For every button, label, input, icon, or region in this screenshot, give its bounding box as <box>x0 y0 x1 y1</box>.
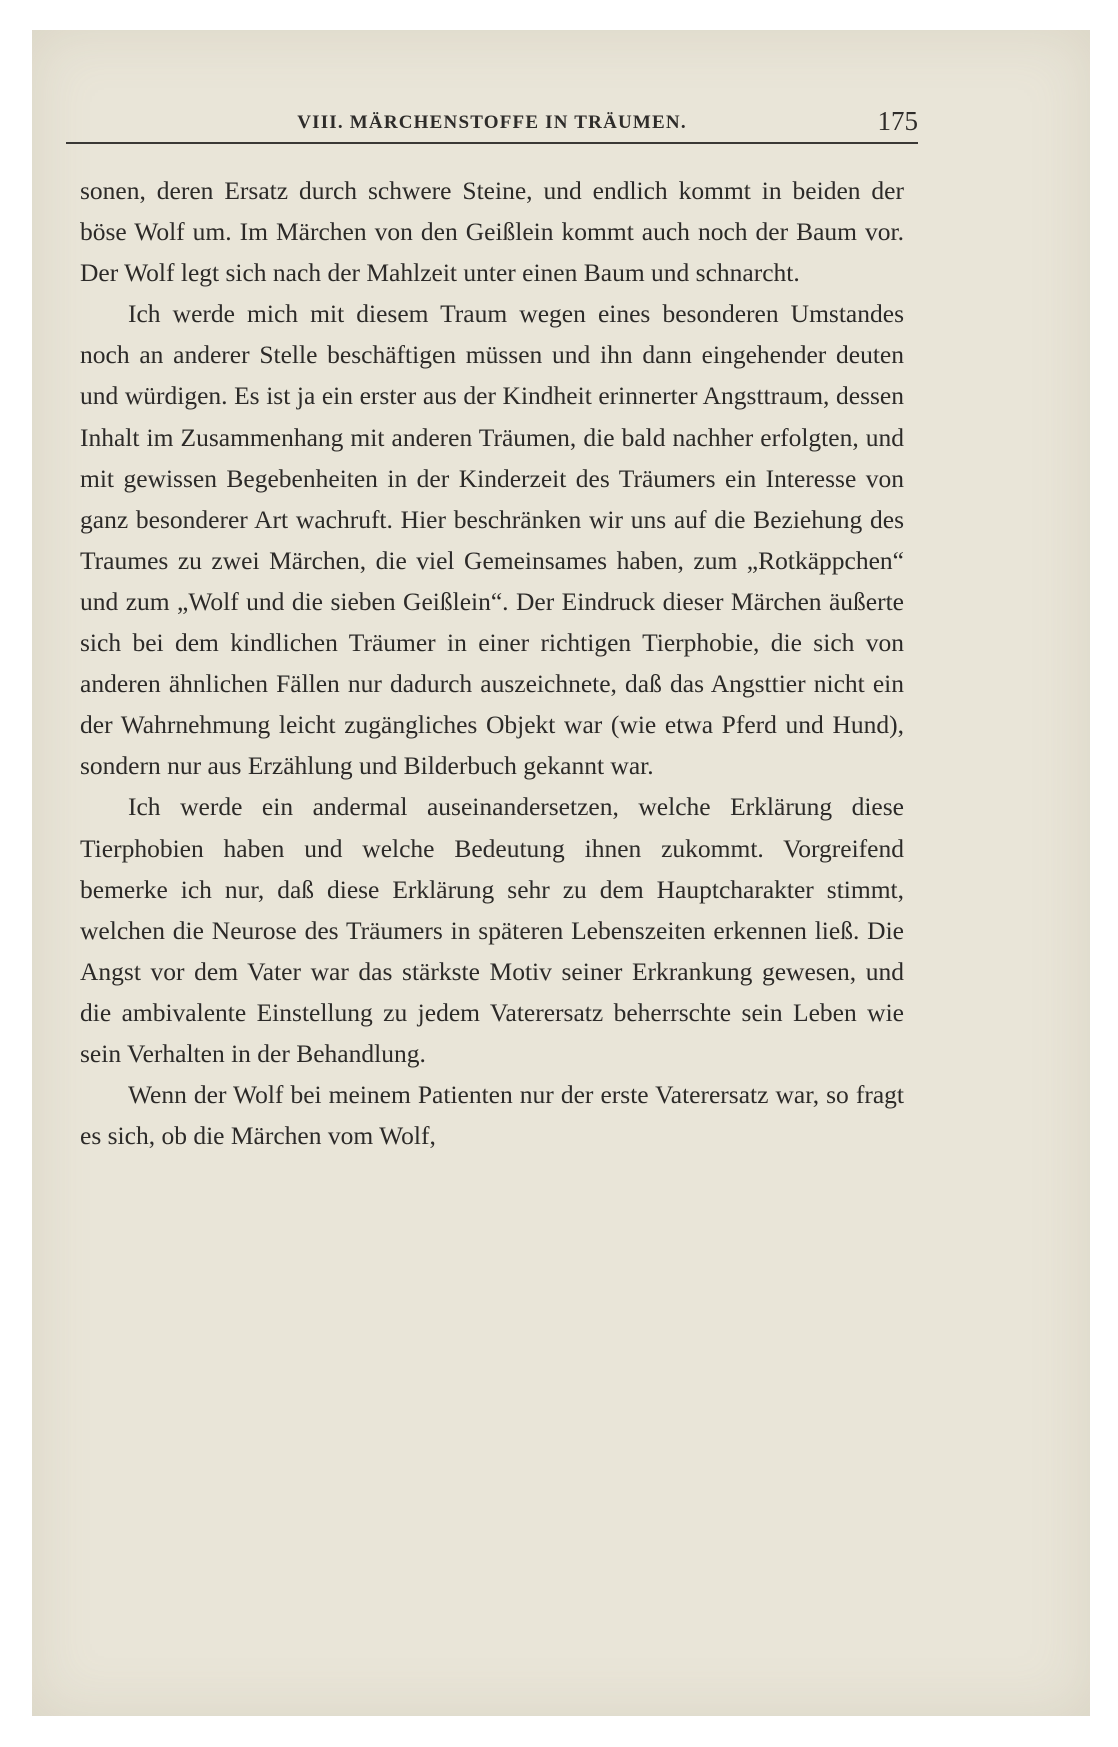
page-number: 175 <box>877 106 918 136</box>
body-text <box>80 170 904 1156</box>
paragraph-4: Wenn der Wolf bei meinem Patienten nur der erste Vaterersatz war, so fragt es sich, ob die Märchen vom Wolf, <box>80 1080 904 1151</box>
running-head: VIII. MÄRCHENSTOFFE IN TRÄUMEN. <box>297 112 687 133</box>
paragraph-2: Ich werde mich mit diesem Traum wegen eines besonderen Umstandes noch an anderer Stelle beschäftigen müssen und ihn dann eingehender deuten und würdigen. Es ist ja ein erster aus der Kindheit erinnerter Angsttraum, dessen Inhalt im Zusammenhang mit anderen Träumen, die bald nachher erfolgten, und mit gewissen Begebenheiten in der Kinderzeit des Träumers ein Interesse von ganz besonderer Art wachruft. Hier beschränken wir uns auf die Beziehung des Traumes zu zwei Märchen, die viel Gemeinsames haben, zum „Rotkäppchen“ und zum „Wolf und die sieben Geißlein“. Der Eindruck dieser Märchen äußerte sich bei dem kindlichen Träumer in einer richtigen Tierphobie, die sich von anderen ähnlichen Fällen nur dadurch auszeichnete, daß das Angsttier nicht ein der Wahrnehmung leicht zugängliches Objekt war (wie etwa Pferd und Hund), sondern nur aus Erzählung und Bilderbuch gekannt war. <box>80 299 904 781</box>
page-header <box>66 98 918 144</box>
paragraph-1: sonen, deren Ersatz durch schwere Steine, und endlich kommt in beiden der böse Wolf um. Im Märchen von den Geißlein kommt auch noch der Baum vor. Der Wolf legt sich nach der Mahlzeit unter einen Baum und schnarcht. <box>80 176 904 288</box>
paragraph-3: Ich werde ein andermal auseinandersetzen, welche Erklärung diese Tierphobien haben und welche Bedeutung ihnen zukommt. Vorgreifend bemerke ich nur, daß diese Erklärung sehr zu dem Hauptcharakter stimmt, welchen die Neurose des Träumers in späteren Lebenszeiten erkennen ließ. Die Angst vor dem Vater war das stärkste Motiv seiner Erkrankung gewesen, und die ambivalente Einstellung zu jedem Vaterersatz beherrschte sein Leben wie sein Verhalten in der Behandlung. <box>80 792 904 1068</box>
